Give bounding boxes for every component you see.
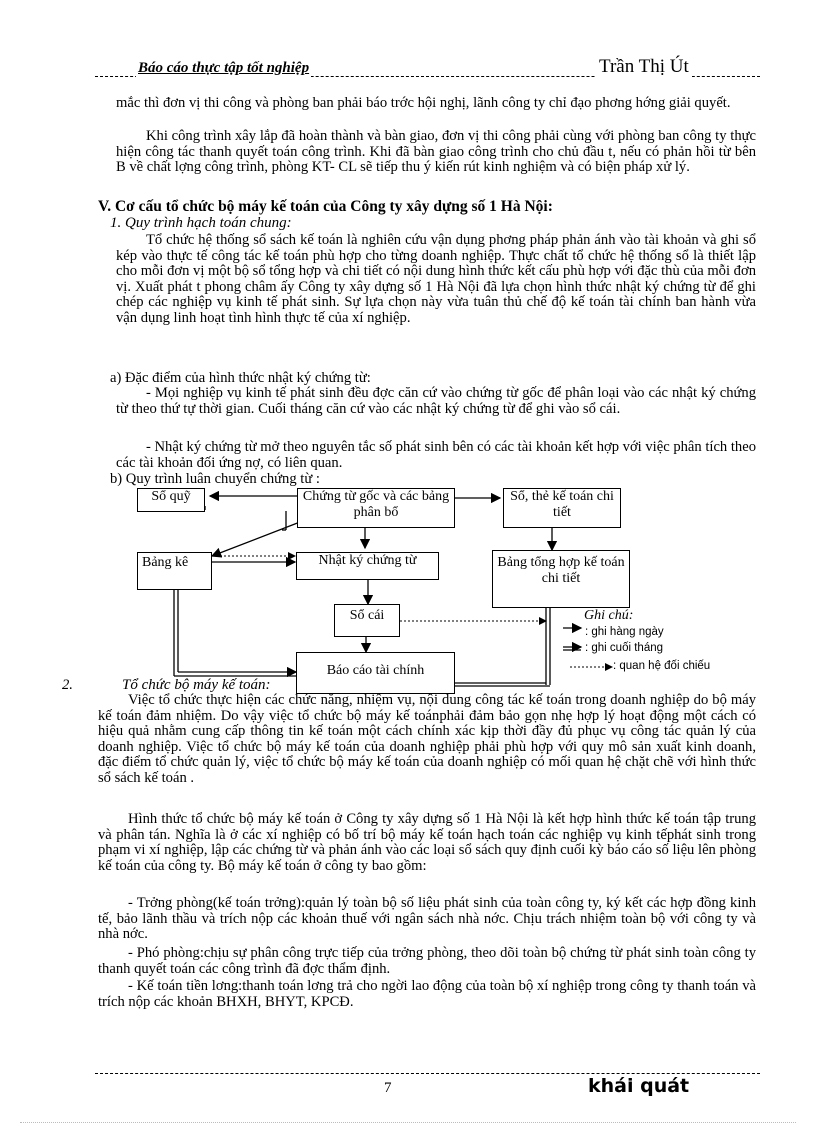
box-so-quy: Sổ quỹ xyxy=(137,488,205,512)
paragraph-6: Việc tổ chức thực hiện các chức năng, nhiệm vụ, nội dung công tác kế toán trong doanh nghiệp do bộ máy kế toán đảm nhiệm. Do vậy việc tổ chức bộ máy kế toánphải đảm bảo gọn nhẹ hợp lý hoạt động một cách có hiệu quả nhằm cung cấp thông tin kế toán một cách chính xác kịp thời đầy đủ phục vụ công tác quản lý của doanh nghiệp. Việc tổ chức bộ máy kế toán của doanh nghiệp phải phù hợp với quy mô sản xuất kinh doanh, đặc điểm tổ chức quản lý, việc tổ chức bộ máy kế toán của doanh nghiệp có mối quan hệ chặt chẽ với hình thức sổ sách kế toán . xyxy=(98,692,756,786)
paragraph-1: mắc thì đơn vị thi công và phòng ban phải báo trớc hội nghị, lãnh công ty chỉ đạo phơng hớng giải quyết. xyxy=(116,95,731,111)
box-nhat-ky-chung-tu: Nhật ký chứng từ xyxy=(296,552,439,580)
item-b: b) Quy trình luân chuyển chứng từ : xyxy=(110,471,320,487)
legend-reconcile: : quan hệ đối chiếu xyxy=(613,660,711,672)
box-bao-cao-tai-chinh: Báo cáo tài chính xyxy=(296,652,455,694)
paragraph-4: - Mọi nghiệp vụ kinh tế phát sinh đều đợc căn cứ vào chứng từ gốc để phân loại vào các nhật ký chứng từ theo thứ tự thời gian. Cuối tháng căn cứ vào các nhật ký chứng từ để ghi vào sổ cái. xyxy=(116,385,756,417)
box-so-cai: Sổ cái xyxy=(334,604,400,637)
legend-monthly: : ghi cuối tháng xyxy=(585,642,664,654)
box-bang-ke: Bảng kê xyxy=(137,552,212,590)
legend-daily: : ghi hàng ngày xyxy=(585,626,664,638)
box-bang-tong-hop: Bảng tổng hợp kế toán chi tiết xyxy=(492,550,630,608)
legend-title: Ghi chú: xyxy=(584,608,634,623)
paragraph-9: - Phó phòng:chịu sự phân công trực tiếp của trởng phòng, theo dõi toàn bộ chứng từ phát sinh toàn công ty thanh quyết toán các công trình đã đợc thẩm định. xyxy=(98,945,756,977)
paragraph-8: - Trởng phòng(kế toán trởng):quản lý toàn bộ số liệu phát sinh của toàn công ty, ký kết các hợp đồng kinh tế, bảo lãnh thầu và trích nộp các khoản thuế với ngân sách nhà nớc. Chịu trách nhiệm toàn bộ với công ty và nhà nớc. xyxy=(98,895,756,943)
paragraph-7: Hình thức tổ chức bộ máy kế toán ở Công ty xây dựng số 1 Hà Nội là kết hợp hình thức kế toán tập trung và phân tán. Nghĩa là ở các xí nghiệp có bố trí bộ máy kế toán hạch toán các nghiệp vụ kinh tếphát sinh trong phạm vi xí nghiệp, lập các chứng từ và phản ánh vào các loại sổ sách quy định cuối kỳ báo cáo số liệu lên phòng kế toán của công ty. Bộ máy kế toán ở công ty bao gồm: xyxy=(98,811,756,874)
footer-rule xyxy=(95,1073,760,1074)
arrow-goc-to-bangke xyxy=(212,522,300,556)
page-number: 7 xyxy=(384,1080,392,1096)
footer-label: khái quát xyxy=(588,1075,690,1097)
subheading-2: Tổ chức bộ máy kế toán: xyxy=(122,677,271,693)
paragraph-10: - Kế toán tiền lơng:thanh toán lơng trả cho ngời lao động của toàn bộ xí nghiệp trong công ty thanh toán và trích nộp các khoản BHXH, BHYT, KPCĐ. xyxy=(98,978,756,1010)
box-so-the-chi-tiet: Sổ, thẻ kế toán chi tiết xyxy=(503,488,621,528)
paragraph-3: Tổ chức hệ thống sổ sách kế toán là nghiên cứu vận dụng phơng pháp phản ánh vào tài khoản và ghi sổ kép vào thực tế công tác kế toán phù hợp cho từng doanh nghiệp. Thực chất tổ chức hệ thống sổ là thiết lập cho mỗi đơn vị một bộ sổ tổng hợp và chi tiết có nội dung hình thức kết cấu phù hợp với đặc thù của mỗi đơn vị. Xuất phát t phong châm ấy Công ty xây dựng số 1 Hà Nội đã lựa chọn hình thức nhật ký chứng từ để ghi chép các nghiệp vụ kinh tế phát sinh. Sự lựa chọn này vừa tuân thủ chế độ kế toán tài chính ban hành vừa vận dụng linh hoạt tình hình thực tế của xí nghiệp. xyxy=(116,232,756,326)
header-author: Trần Thị Út xyxy=(596,56,692,78)
subheading-2-number: 2. xyxy=(62,677,73,693)
section-heading-v: V. Cơ cấu tổ chức bộ máy kế toán của Công ty xây dựng số 1 Hà Nội: xyxy=(98,198,553,215)
paragraph-5: - Nhật ký chứng từ mở theo nguyên tắc số phát sinh bên có các tài khoản kết hợp với việc phân tích theo các tài khoản đối ứng nợ, có liên quan. xyxy=(116,439,756,471)
paragraph-2: Khi công trình xây lắp đã hoàn thành và bàn giao, đơn vị thi công phải cùng với phòng ban công ty thực hiện công tác thanh quyết toán công trình. Khi đã bàn giao công trình cho chủ đầu t, nếu có phản hồi từ bên B về chất lợng công trình, phòng KT- CL sẽ tiếp thu ý kiến rút kinh nghiệm và có biện pháp xử lý. xyxy=(116,128,756,176)
box-chung-tu-goc: Chứng từ gốc và các bảng phân bổ xyxy=(297,488,455,528)
subheading-1: 1. Quy trình hạch toán chung: xyxy=(110,215,292,231)
item-a: a) Đặc điểm của hình thức nhật ký chứng từ: xyxy=(110,370,371,386)
header-title: Báo cáo thực tập tốt nghiệp xyxy=(138,60,310,76)
